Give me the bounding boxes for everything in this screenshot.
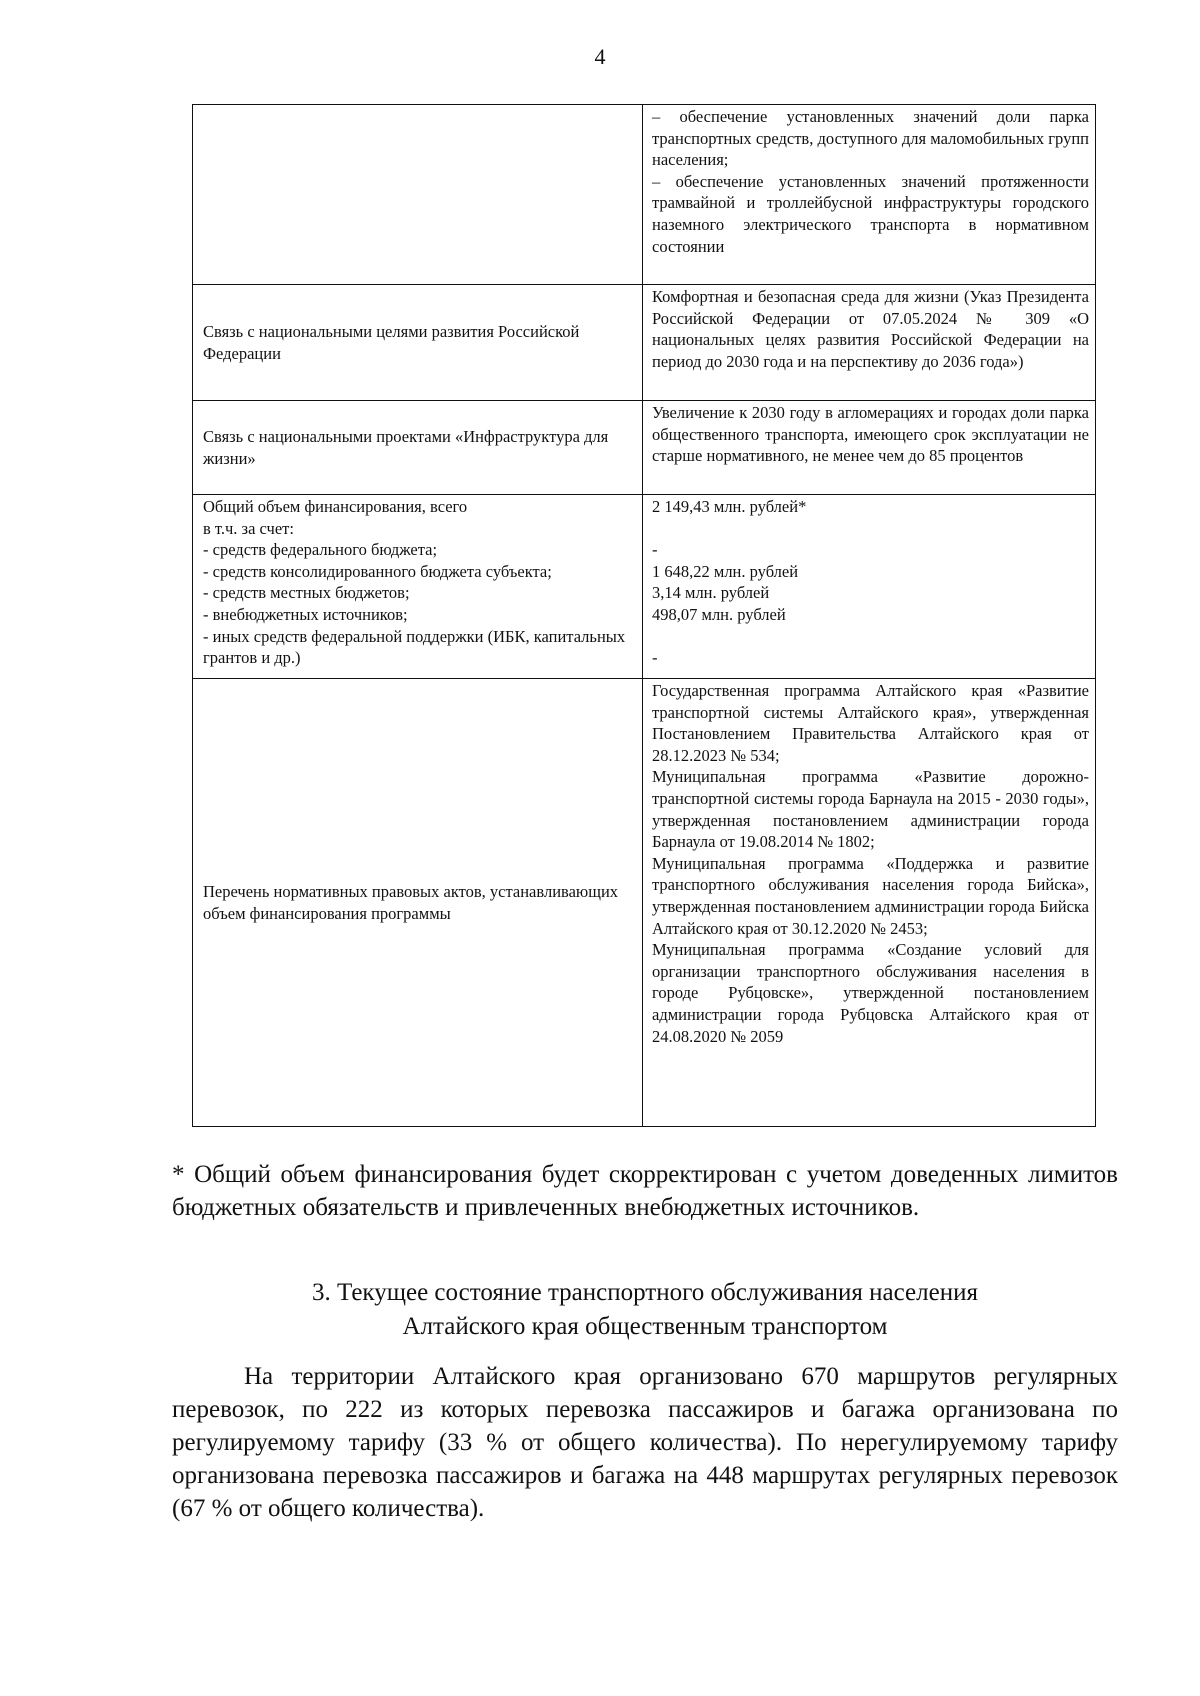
table-cell-right: Комфортная и безопасная среда для жизни (Указ Президента Российской Федерации от 07.05.2024 № 309 «О национальных целях развития Российской Федерации на период до 2030 года и на перспективу до 2036 года») (643, 285, 1096, 401)
funding-regional-value: 1 648,22 млн. рублей (652, 561, 799, 581)
program-passport-table (192, 104, 1096, 1127)
section-title (172, 1276, 1118, 1344)
table-row (193, 495, 1096, 679)
funding-local-value: 3,14 млн. рублей (652, 583, 770, 603)
funding-federal-label: - средств федерального бюджета; (203, 540, 438, 560)
table-cell-left (193, 495, 643, 679)
table-cell-left: Связь с национальными проектами «Инфраструктура для жизни» (193, 401, 643, 495)
legal-act-item: Муниципальная программа «Создание условий для организации транспортного обслуживания населения в городе Рубцовске», утвержденной постановлением администрации города Рубцовска Алтайского края от 24.08.2020 № 2059 (652, 940, 1089, 1046)
section-title-line: Алтайского края общественным транспортом (402, 1313, 888, 1340)
funding-sources-label: в т.ч. за счет: (203, 518, 294, 538)
table-cell-left: Перечень нормативных правовых актов, устанавливающих объем финансирования программы (193, 679, 643, 1127)
list-item: – обеспечение установленных значений протяженности трамвайной и троллейбусной инфраструктуры городского наземного электрического транспорта в нормативном состоянии (652, 171, 1089, 256)
table-cell-right: Увеличение к 2030 году в агломерациях и городах доли парка общественного транспорта, имеющего срок эксплуатации не старше нормативного, не менее чем до 85 процентов (643, 401, 1096, 495)
table-cell-right (643, 495, 1096, 679)
table-cell-left (193, 105, 643, 285)
list-item: – обеспечение установленных значений доли парка транспортных средств, доступного для маломобильных групп населения; (652, 107, 1089, 170)
funding-regional-label: - средств консолидированного бюджета субъекта; (203, 561, 552, 581)
table-row (193, 285, 1096, 401)
spacer (652, 626, 1089, 648)
funding-federal-value: - (652, 540, 658, 560)
funding-extrabudget-value: 498,07 млн. рублей (652, 604, 786, 624)
funding-other-label: - иных средств федеральной поддержки (ИБК, капитальных грантов и др.) (203, 626, 626, 668)
funding-other-value: - (652, 648, 658, 668)
table-row (193, 679, 1096, 1127)
section-title-line: 3. Текущее состояние транспортного обслуживания населения (312, 1279, 978, 1306)
legal-act-item: Государственная программа Алтайского края «Развитие транспортной системы Алтайского края», утвержденная Постановлением Правительства Алтайского края от 28.12.2023 № 534; (652, 681, 1089, 765)
footnote: * Общий объем финансирования будет скорректирован с учетом доведенных лимитов бюджетных обязательств и привлеченных внебюджетных источников. (172, 1161, 1118, 1221)
table-cell-right (643, 679, 1096, 1127)
table-row (193, 401, 1096, 495)
funding-local-label: - средств местных бюджетов; (203, 583, 410, 603)
funding-extrabudget-label: - внебюджетных источников; (203, 604, 408, 624)
body-paragraph: На территории Алтайского края организовано 670 маршрутов регулярных перевозок, по 222 из которых перевозка пассажиров и багажа организована по регулируемому тарифу (33 % от общего количества). По нерегулируемому тарифу организована перевозка пассажиров и багажа на 448 маршрутах регулярных перевозок (67 % от общего количества). (172, 1363, 1118, 1522)
table-cell-left: Связь с национальными целями развития Российской Федерации (193, 285, 643, 401)
funding-total-label: Общий объем финансирования, всего (203, 497, 468, 516)
table-row (193, 105, 1096, 285)
page-number: 4 (594, 44, 606, 69)
spacer (652, 518, 1089, 540)
funding-total-value: 2 149,43 млн. рублей* (652, 497, 807, 516)
table-cell-right (643, 105, 1096, 285)
legal-act-item: Муниципальная программа «Развитие дорожно-транспортной системы города Барнаула на 2015 - 2030 годы», утвержденная постановлением администрации города Барнаула от 19.08.2014 № 1802; (652, 767, 1089, 852)
legal-act-item: Муниципальная программа «Поддержка и развитие транспортного обслуживания населения города Бийска», утвержденная постановлением администрации города Бийска Алтайского края от 30.12.2020 № 2453; (652, 853, 1089, 938)
